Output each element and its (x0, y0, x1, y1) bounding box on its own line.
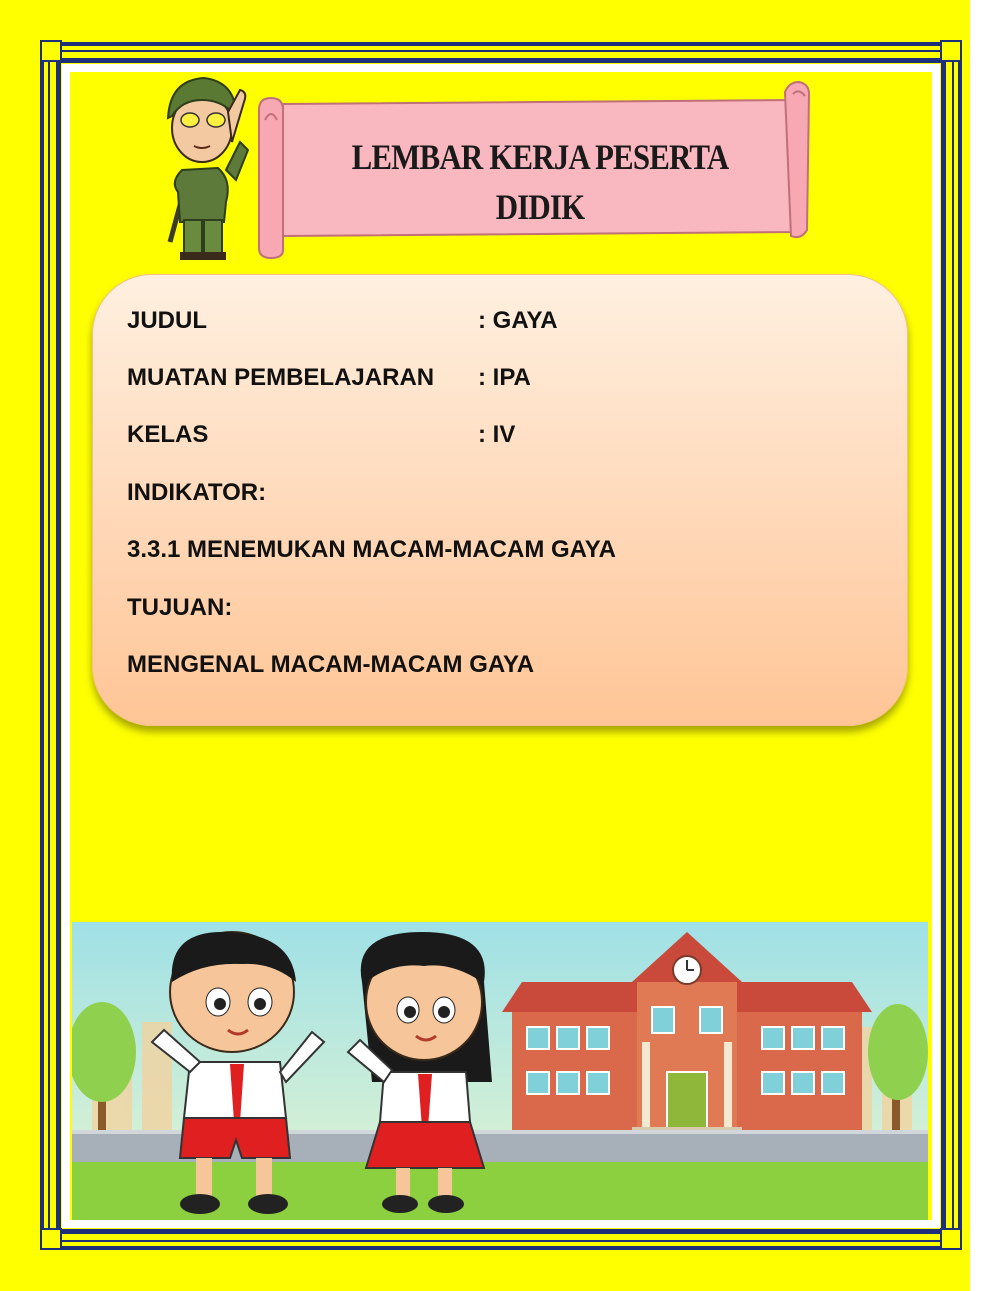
muatan-value: : IPA (478, 364, 531, 391)
frame-corner-top-right (940, 40, 962, 62)
kelas-value: : IV (478, 421, 516, 448)
page-title: LEMBAR KERJA PESERTA DIDIK (351, 137, 729, 227)
judul-value: : GAYA (478, 307, 558, 334)
frame-corner-top-left (40, 40, 62, 62)
kelas-label: KELAS (127, 421, 209, 448)
frame-corner-bottom-right (940, 1228, 962, 1250)
school-children-scene (72, 922, 928, 1220)
saluting-soldier-icon (140, 72, 260, 262)
indikator-text: 3.3.1 MENEMUKAN MACAM-MACAM GAYA (127, 536, 616, 563)
page-edge (970, 0, 1000, 1291)
frame-corner-bottom-left (40, 1228, 62, 1250)
muatan-label: MUATAN PEMBELAJARAN (127, 364, 435, 391)
tujuan-text: MENGENAL MACAM-MACAM GAYA (127, 651, 535, 678)
judul-label: JUDUL (127, 307, 208, 334)
indikator-label: INDIKATOR: (127, 479, 267, 506)
tujuan-label: TUJUAN: (127, 594, 233, 621)
